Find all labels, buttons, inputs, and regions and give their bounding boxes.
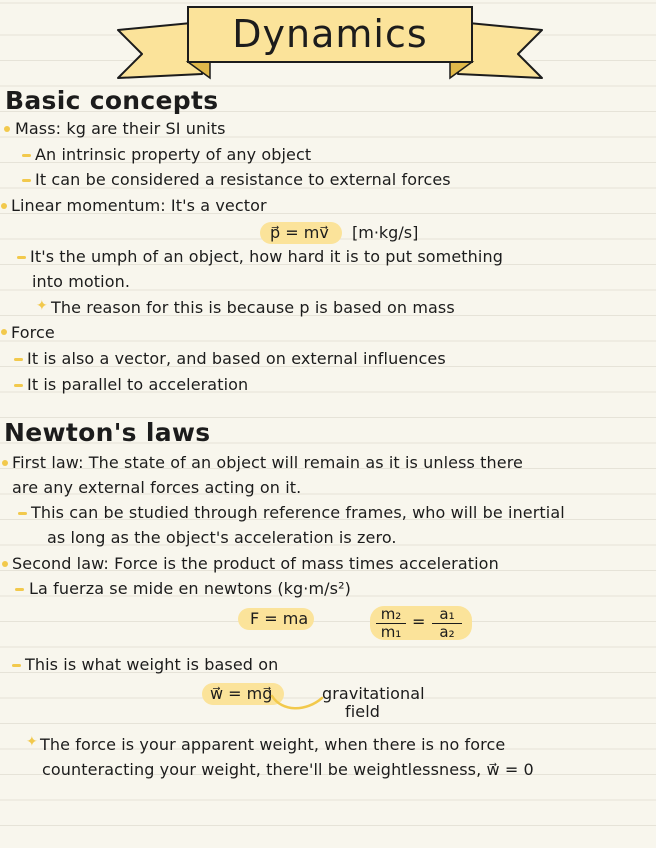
first-law-line1: First law: The state of an object will remain as it is unless there xyxy=(12,453,523,472)
momentum-sub1-line1: It's the umph of an object, how hard it is to put something xyxy=(30,247,503,266)
star-bullet-icon: ✦ xyxy=(36,298,48,314)
mass-ratio xyxy=(376,606,406,641)
star-bullet-icon: ✦ xyxy=(26,734,38,750)
momentum-star-note: The reason for this is because p is based on mass xyxy=(51,298,455,317)
page-title: Dynamics xyxy=(232,12,428,56)
ratio-denominator: a₂ xyxy=(439,623,455,641)
gravitational-label-line2: field xyxy=(345,702,381,721)
first-law-sub-line2: as long as the object's acceleration is zero. xyxy=(47,528,397,547)
bullet-dash xyxy=(15,588,24,591)
ratio-numerator: a₁ xyxy=(432,606,462,624)
second-law-line: Second law: Force is the product of mass times acceleration xyxy=(12,554,499,573)
mass-line: Mass: kg are their SI units xyxy=(15,119,226,138)
weight-line: This is what weight is based on xyxy=(25,655,279,674)
bullet-dash xyxy=(12,664,21,667)
first-law-line2: are any external forces acting on it. xyxy=(12,478,302,497)
ratio-equals: = xyxy=(412,612,426,631)
title-banner xyxy=(110,0,550,80)
bullet-dash xyxy=(22,179,31,182)
apparent-weight-line1: The force is your apparent weight, when there is no force xyxy=(40,735,506,754)
arrow-connector xyxy=(270,692,326,714)
apparent-weight-line2: counteracting your weight, there'll be weightlessness, w⃗ = 0 xyxy=(42,760,534,779)
bullet-dash xyxy=(22,154,31,157)
bullet-dot xyxy=(1,329,7,335)
momentum-units: [m·kg/s] xyxy=(352,223,419,242)
momentum-sub1-line2: into motion. xyxy=(32,272,131,291)
ratio-denominator: m₁ xyxy=(380,623,402,641)
accel-ratio xyxy=(432,606,462,641)
heading-basic-concepts: Basic concepts xyxy=(5,86,219,115)
heading-newtons-laws: Newton's laws xyxy=(4,418,211,447)
bullet-dash xyxy=(18,512,27,515)
force-sub2: It is parallel to acceleration xyxy=(27,375,249,394)
gravitational-label-line1: gravitational xyxy=(322,684,425,703)
force-sub1: It is also a vector, and based on external influences xyxy=(27,349,446,368)
bullet-dot xyxy=(2,460,8,466)
bullet-dash xyxy=(14,384,23,387)
formula-f-ma: F = ma xyxy=(250,609,309,628)
mass-sub2: It can be considered a resistance to external forces xyxy=(35,170,451,189)
momentum-formula: p⃗ = mv⃗ xyxy=(270,223,329,242)
bullet-dot xyxy=(4,126,10,132)
second-law-sub: La fuerza se mide en newtons (kg·m/s²) xyxy=(29,579,351,598)
mass-sub1: An intrinsic property of any object xyxy=(35,145,312,164)
weight-formula: w⃗ = mg⃗ xyxy=(210,684,273,703)
first-law-sub-line1: This can be studied through reference frames, who will be inertial xyxy=(31,503,565,522)
bullet-dot xyxy=(1,203,7,209)
momentum-line: Linear momentum: It's a vector xyxy=(11,196,267,215)
ratio-numerator: m₂ xyxy=(376,606,406,624)
bullet-dash xyxy=(14,358,23,361)
force-line: Force xyxy=(11,323,55,342)
bullet-dot xyxy=(2,561,8,567)
bullet-dash xyxy=(17,256,26,259)
